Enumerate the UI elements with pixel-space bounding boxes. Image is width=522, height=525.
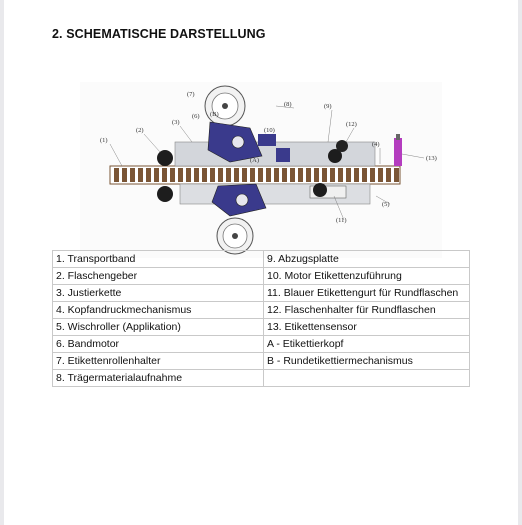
belt-link <box>290 168 295 182</box>
belt-link <box>122 168 127 182</box>
legend-item-right <box>264 370 470 387</box>
schematic-drawing <box>80 82 442 258</box>
legend-item-right: 12. Flaschenhalter für Rundflaschen <box>264 302 470 319</box>
callout-b: (B) <box>210 111 219 118</box>
belt-link <box>258 168 263 182</box>
belt-link <box>282 168 287 182</box>
belt-link <box>178 168 183 182</box>
backing-rewind-wheel <box>232 136 244 148</box>
label-sensor <box>394 138 402 166</box>
legend-table <box>52 250 470 387</box>
callout-7: (7) <box>187 91 195 98</box>
sensor-mount <box>396 134 400 140</box>
belt-link <box>298 168 303 182</box>
belt-link <box>202 168 207 182</box>
belt-link <box>394 168 399 182</box>
belt-motor <box>276 148 290 162</box>
legend-item-left: 3. Justierkette <box>53 285 264 302</box>
callout-8: (8) <box>284 101 292 108</box>
belt-link <box>330 168 335 182</box>
legend-row <box>53 319 470 336</box>
backing-rewind-wheel-lower <box>236 194 248 206</box>
legend-item-right: B - Rundetikettiermechanismus <box>264 353 470 370</box>
callout-13: (13) <box>426 155 437 162</box>
legend-row <box>53 268 470 285</box>
legend-item-right: 11. Blauer Etikettengurt für Rundflaschen <box>264 285 470 302</box>
belt-link <box>170 168 175 182</box>
legend-item-left: 6. Bandmotor <box>53 336 264 353</box>
bottle-feeder-wheel-2 <box>157 186 173 202</box>
belt-link <box>218 168 223 182</box>
callout-6: (6) <box>192 113 200 120</box>
belt-link <box>250 168 255 182</box>
legend-row <box>53 302 470 319</box>
label-roll-holder-bottom <box>217 218 253 254</box>
legend-item-left: 7. Etikettenrollenhalter <box>53 353 264 370</box>
legend-row <box>53 251 470 268</box>
machine-schematic <box>80 82 442 258</box>
belt-link <box>154 168 159 182</box>
legend-item-right: 13. Etikettensensor <box>264 319 470 336</box>
belt-link <box>162 168 167 182</box>
callout-11: (11) <box>336 217 347 224</box>
callout-12: (12) <box>346 121 357 128</box>
callout-5: (5) <box>382 201 390 208</box>
belt-link <box>130 168 135 182</box>
legend-item-right: 9. Abzugsplatte <box>264 251 470 268</box>
belt-link <box>346 168 351 182</box>
belt-link <box>306 168 311 182</box>
document-page <box>4 0 518 525</box>
callout-1: (1) <box>100 137 108 144</box>
belt-link <box>114 168 119 182</box>
legend-row <box>53 285 470 302</box>
belt-link <box>378 168 383 182</box>
belt-link <box>266 168 271 182</box>
legend-row <box>53 370 470 387</box>
belt-link <box>194 168 199 182</box>
callout-4: (4) <box>372 141 380 148</box>
legend-row <box>53 353 470 370</box>
label-feed-motor <box>258 134 276 146</box>
belt-link <box>370 168 375 182</box>
callout-9: (9) <box>324 103 332 110</box>
belt-link <box>362 168 367 182</box>
transport-belt <box>110 166 400 184</box>
belt-link <box>354 168 359 182</box>
belt-link <box>210 168 215 182</box>
legend-item-left: 4. Kopfandruckmechanismus <box>53 302 264 319</box>
legend-item-left: 1. Transportband <box>53 251 264 268</box>
legend-item-left: 2. Flaschengeber <box>53 268 264 285</box>
legend-row <box>53 336 470 353</box>
callout-10: (10) <box>264 127 275 134</box>
belt-link <box>314 168 319 182</box>
callout-2: (2) <box>136 127 144 134</box>
legend-item-right: 10. Motor Etikettenzuführung <box>264 268 470 285</box>
belt-link <box>234 168 239 182</box>
belt-link <box>322 168 327 182</box>
legend-item-left: 8. Trägermaterialaufnahme <box>53 370 264 387</box>
bottle-feeder-wheel-1 <box>157 150 173 166</box>
belt-link <box>186 168 191 182</box>
belt-link <box>338 168 343 182</box>
wipe-roller-bottom <box>313 183 327 197</box>
belt-link <box>274 168 279 182</box>
callout-3: (3) <box>172 119 180 126</box>
belt-link <box>226 168 231 182</box>
belt-link <box>138 168 143 182</box>
belt-link <box>386 168 391 182</box>
callout-a: (A) <box>250 157 260 164</box>
legend-item-left: 5. Wischroller (Applikation) <box>53 319 264 336</box>
section-title: 2. SCHEMATISCHE DARSTELLUNG <box>52 27 266 41</box>
belt-link <box>242 168 247 182</box>
legend-item-right: A - Etikettierkopf <box>264 336 470 353</box>
belt-link <box>146 168 151 182</box>
